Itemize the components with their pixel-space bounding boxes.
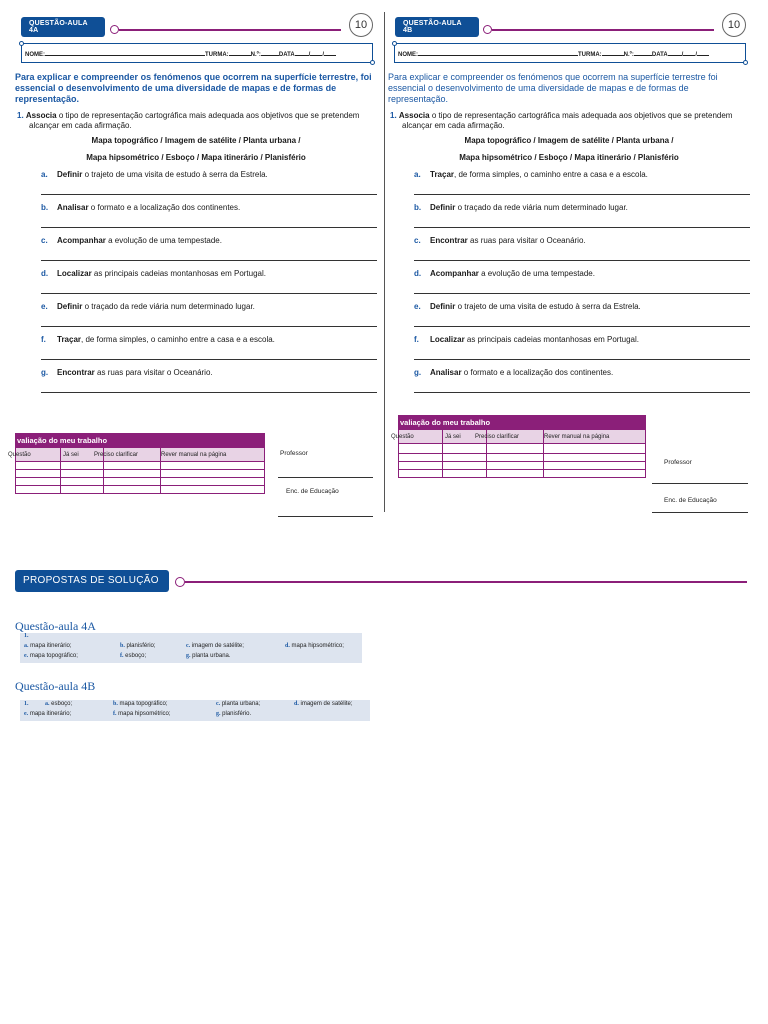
solution-a-cell bbox=[24, 653, 78, 659]
header-ring-icon bbox=[110, 25, 119, 34]
date-label: DATA bbox=[278, 52, 295, 58]
evaluation-row bbox=[16, 486, 265, 494]
col-question-label: Questão bbox=[8, 451, 31, 458]
corner-dot-icon bbox=[392, 41, 397, 46]
item-rest: as principais cadeias montanhosas em Portugal. bbox=[464, 335, 640, 344]
solution-b-number: 1. bbox=[24, 701, 29, 707]
class-field[interactable] bbox=[229, 50, 251, 56]
answer-line[interactable] bbox=[414, 392, 750, 393]
cell[interactable] bbox=[443, 462, 487, 470]
solution-b-cell bbox=[216, 711, 251, 717]
solution-a-cell bbox=[120, 643, 156, 649]
answer-line[interactable] bbox=[414, 359, 750, 360]
answer-item bbox=[15, 269, 377, 302]
answer-line[interactable] bbox=[41, 359, 377, 360]
cell-key: b. bbox=[120, 643, 125, 649]
cell[interactable] bbox=[544, 454, 646, 462]
item-text bbox=[57, 170, 268, 180]
cell-value: planisfério. bbox=[222, 711, 252, 717]
header-rule bbox=[492, 29, 714, 31]
col-review: Rever manual na página bbox=[544, 430, 646, 444]
item-text bbox=[430, 335, 639, 345]
answer-item bbox=[15, 335, 377, 368]
item-letter: e. bbox=[41, 302, 48, 311]
item-letter: d. bbox=[414, 269, 422, 278]
cell[interactable] bbox=[104, 470, 161, 478]
cell[interactable] bbox=[443, 444, 487, 454]
cell-key: g. bbox=[216, 711, 221, 717]
professor-label: Professor bbox=[280, 450, 308, 457]
date-sep: / bbox=[695, 52, 697, 58]
cell-key: e. bbox=[24, 653, 29, 659]
cell-key: d. bbox=[294, 701, 299, 707]
cell-key: b. bbox=[113, 701, 118, 707]
cell[interactable] bbox=[443, 470, 487, 478]
item-letter: a. bbox=[414, 170, 421, 179]
date-field[interactable] bbox=[324, 50, 336, 56]
evaluation-header-row bbox=[16, 448, 265, 462]
cell[interactable] bbox=[61, 478, 104, 486]
answer-line[interactable] bbox=[41, 194, 377, 195]
cell[interactable] bbox=[544, 444, 646, 454]
question-statement bbox=[388, 111, 750, 131]
item-letter: d. bbox=[41, 269, 49, 278]
corner-dot-icon bbox=[370, 60, 375, 65]
item-verb: Definir bbox=[430, 203, 456, 212]
item-rest: o trajeto de uma visita de estudo à serra da Estrela. bbox=[455, 302, 641, 311]
col-clarify-label: Preciso clarificar bbox=[94, 451, 139, 458]
answer-line[interactable] bbox=[41, 227, 377, 228]
solutions-badge: PROPOSTAS DE SOLUÇÃO bbox=[15, 570, 169, 592]
cell-key: e. bbox=[24, 711, 29, 717]
item-letter: b. bbox=[41, 203, 49, 212]
item-text bbox=[57, 203, 240, 213]
cell[interactable] bbox=[16, 486, 61, 494]
item-letter: b. bbox=[414, 203, 422, 212]
professor-signature-line[interactable] bbox=[278, 477, 373, 478]
cell[interactable] bbox=[399, 470, 443, 478]
answer-line[interactable] bbox=[414, 227, 750, 228]
item-verb: Analisar bbox=[57, 203, 89, 212]
cell[interactable] bbox=[104, 486, 161, 494]
evaluation-title: valiação do meu trabalho bbox=[15, 433, 265, 447]
date-field[interactable] bbox=[310, 50, 322, 56]
item-rest: o traçado da rede viária num determinado lugar. bbox=[455, 203, 628, 212]
worksheet-badge: QUESTÃO-AULA 4B bbox=[395, 17, 479, 37]
cell[interactable] bbox=[104, 478, 161, 486]
item-letter: a. bbox=[41, 170, 48, 179]
answer-item bbox=[15, 236, 377, 269]
cell[interactable] bbox=[161, 486, 265, 494]
item-letter: g. bbox=[41, 368, 49, 377]
evaluation-header-row bbox=[399, 430, 646, 444]
item-verb: Traçar bbox=[57, 335, 82, 344]
item-verb: Encontrar bbox=[57, 368, 95, 377]
solution-b-cell bbox=[24, 711, 71, 717]
item-verb: Localizar bbox=[57, 269, 92, 278]
class-field[interactable] bbox=[602, 50, 624, 56]
solution-a-number: 1. bbox=[24, 633, 29, 639]
item-verb: Localizar bbox=[430, 335, 465, 344]
corner-dot-icon bbox=[19, 41, 24, 46]
cell[interactable] bbox=[16, 462, 61, 470]
cell-key: d. bbox=[285, 643, 290, 649]
name-label: NOME: bbox=[398, 52, 418, 58]
item-rest: a evolução de uma tempestade. bbox=[105, 236, 222, 245]
solution-b-cell bbox=[45, 701, 72, 707]
cell[interactable] bbox=[161, 470, 265, 478]
guardian-signature-line[interactable] bbox=[278, 516, 373, 517]
question-verb: Associa bbox=[25, 111, 57, 120]
solutions-ring-icon bbox=[175, 577, 185, 587]
cell-value: esboço; bbox=[125, 653, 147, 659]
cell-value: mapa topográfico; bbox=[29, 653, 78, 659]
answer-line[interactable] bbox=[414, 194, 750, 195]
worksheet-header bbox=[388, 10, 750, 40]
solution-b-box bbox=[20, 700, 370, 721]
date-field[interactable] bbox=[668, 50, 682, 56]
guardian-signature-line[interactable] bbox=[652, 512, 748, 513]
item-rest: a evolução de uma tempestade. bbox=[478, 269, 595, 278]
cell[interactable] bbox=[544, 462, 646, 470]
answer-item bbox=[388, 302, 750, 335]
cell[interactable] bbox=[487, 454, 544, 462]
item-rest: as ruas para visitar o Oceanário. bbox=[467, 236, 586, 245]
date-sep: / bbox=[322, 52, 324, 58]
worksheet-header bbox=[15, 10, 377, 40]
solution-a-cell bbox=[285, 643, 344, 649]
cell-value: mapa itinerário; bbox=[29, 711, 72, 717]
cell[interactable] bbox=[487, 444, 544, 454]
date-sep: / bbox=[681, 52, 684, 58]
solution-b-cell bbox=[216, 701, 260, 707]
cell[interactable] bbox=[61, 470, 104, 478]
cell[interactable] bbox=[61, 462, 104, 470]
answer-items bbox=[388, 170, 750, 401]
worksheet-4a bbox=[15, 10, 377, 401]
item-text bbox=[430, 170, 648, 180]
item-verb: Acompanhar bbox=[57, 236, 106, 245]
evaluation-title: valiação do meu trabalho bbox=[398, 415, 646, 429]
number-label: N.º: bbox=[250, 52, 261, 58]
options-line: Mapa hipsométrico / Esboço / Mapa itinerário / Planisfério bbox=[86, 153, 306, 162]
item-text bbox=[430, 203, 628, 213]
item-text bbox=[430, 368, 613, 378]
answer-item bbox=[388, 203, 750, 236]
date-field[interactable] bbox=[697, 50, 709, 56]
question-verb: Associa bbox=[398, 111, 430, 120]
item-verb: Traçar bbox=[430, 170, 455, 179]
item-letter: c. bbox=[41, 236, 48, 245]
cell[interactable] bbox=[487, 462, 544, 470]
cell-key: f. bbox=[120, 653, 124, 659]
solution-a-box bbox=[20, 633, 362, 663]
item-rest: , de forma simples, o caminho entre a casa e a escola. bbox=[81, 335, 275, 344]
grade-number-badge: 10 bbox=[349, 13, 373, 37]
answer-item bbox=[388, 269, 750, 302]
grade-number-badge: 10 bbox=[722, 13, 746, 37]
item-verb: Definir bbox=[57, 302, 83, 311]
answer-line[interactable] bbox=[41, 260, 377, 261]
header-ring-icon bbox=[483, 25, 492, 34]
header-rule bbox=[119, 29, 341, 31]
self-evaluation-table-a bbox=[8, 433, 265, 494]
options-list bbox=[388, 136, 750, 163]
options-line: Mapa hipsométrico / Esboço / Mapa itinerário / Planisfério bbox=[459, 153, 679, 162]
options-line: Mapa topográfico / Imagem de satélite / Planta urbana / bbox=[464, 136, 674, 145]
cell-value: imagem de satélite; bbox=[300, 701, 353, 707]
professor-signature-line[interactable] bbox=[652, 483, 748, 484]
item-verb: Acompanhar bbox=[430, 269, 479, 278]
class-label: TURMA: bbox=[205, 52, 229, 58]
evaluation-row bbox=[399, 470, 646, 478]
item-text bbox=[57, 302, 255, 312]
cell[interactable] bbox=[161, 462, 265, 470]
solutions-rule bbox=[185, 581, 747, 583]
answer-item bbox=[388, 368, 750, 401]
evaluation-row bbox=[16, 470, 265, 478]
cell[interactable] bbox=[399, 444, 443, 454]
item-letter: f. bbox=[41, 335, 46, 344]
item-rest: as principais cadeias montanhosas em Portugal. bbox=[91, 269, 267, 278]
answer-line[interactable] bbox=[414, 293, 750, 294]
cell-key: a. bbox=[24, 643, 29, 649]
cell-value: planisfério; bbox=[126, 643, 156, 649]
solution-a-cell bbox=[186, 643, 244, 649]
col-question bbox=[391, 430, 443, 444]
cell[interactable] bbox=[487, 470, 544, 478]
cell[interactable] bbox=[443, 454, 487, 462]
cell[interactable] bbox=[61, 486, 104, 494]
solution-a-cell bbox=[24, 643, 72, 649]
date-field[interactable] bbox=[295, 50, 309, 56]
cell[interactable] bbox=[544, 470, 646, 478]
answer-line[interactable] bbox=[41, 293, 377, 294]
name-field[interactable] bbox=[418, 50, 578, 56]
evaluation-row bbox=[399, 454, 646, 462]
item-rest: o formato e a localização dos continentes. bbox=[461, 368, 614, 377]
answer-item bbox=[388, 236, 750, 269]
student-info-row bbox=[398, 50, 709, 58]
col-clarify bbox=[94, 448, 161, 462]
item-text bbox=[430, 302, 641, 312]
cell[interactable] bbox=[104, 462, 161, 470]
solution-b-title: Questão-aula 4B bbox=[15, 679, 96, 693]
cell-value: mapa topográfico; bbox=[119, 701, 168, 707]
col-question-label: Questão bbox=[391, 433, 414, 440]
question-number: 1. bbox=[390, 111, 397, 120]
item-rest: as ruas para visitar o Oceanário. bbox=[94, 368, 213, 377]
cell-value: mapa itinerário; bbox=[30, 643, 72, 649]
question-number: 1. bbox=[17, 111, 24, 120]
item-rest: o formato e a localização dos continentes. bbox=[88, 203, 241, 212]
intro-text: Para explicar e compreender os fenómenos que ocorrem na superfície terrestre, foi essencial o desenvolvimento de uma diversidade de mapas e de formas de representação. bbox=[15, 72, 372, 104]
evaluation-row bbox=[16, 478, 265, 486]
cell-key: g. bbox=[186, 653, 191, 659]
cell-value: mapa hipsométrico; bbox=[291, 643, 344, 649]
number-label: N.º: bbox=[623, 52, 634, 58]
col-clarify-label: Preciso clarificar bbox=[475, 433, 520, 440]
answer-item bbox=[15, 302, 377, 335]
cell-key: c. bbox=[186, 643, 191, 649]
solution-a-title: Questão-aula 4A bbox=[15, 619, 96, 633]
item-letter: c. bbox=[414, 236, 421, 245]
item-verb: Encontrar bbox=[430, 236, 468, 245]
cell-key: a. bbox=[45, 701, 50, 707]
item-verb: Definir bbox=[430, 302, 456, 311]
evaluation-row bbox=[399, 444, 646, 454]
options-list bbox=[15, 136, 377, 163]
number-field[interactable] bbox=[634, 50, 652, 56]
solution-b-cell bbox=[113, 711, 171, 717]
worksheet-badge: QUESTÃO-AULA 4A bbox=[21, 17, 105, 37]
cell-value: mapa hipsométrico; bbox=[118, 711, 171, 717]
item-text bbox=[430, 269, 595, 279]
evaluation-grid bbox=[8, 447, 265, 494]
date-field[interactable] bbox=[683, 50, 695, 56]
col-review: Rever manual na página bbox=[161, 448, 265, 462]
answer-item bbox=[388, 335, 750, 368]
cell-key: f. bbox=[113, 711, 117, 717]
answer-item bbox=[388, 170, 750, 203]
cell[interactable] bbox=[399, 462, 443, 470]
answer-line[interactable] bbox=[414, 326, 750, 327]
solution-b-cell bbox=[113, 701, 168, 707]
item-text bbox=[57, 368, 213, 378]
item-letter: e. bbox=[414, 302, 421, 311]
corner-dot-icon bbox=[743, 60, 748, 65]
item-rest: o trajeto de uma visita de estudo à serra da Estrela. bbox=[82, 170, 268, 179]
col-know: Já sei bbox=[61, 448, 104, 462]
answer-items bbox=[15, 170, 377, 401]
item-text bbox=[57, 236, 222, 246]
worksheet-4b bbox=[388, 10, 750, 401]
col-know: Já sei bbox=[443, 430, 487, 444]
cell[interactable] bbox=[16, 478, 61, 486]
guardian-label: Enc. de Educação bbox=[286, 488, 339, 495]
student-info-box bbox=[394, 43, 746, 63]
answer-line[interactable] bbox=[41, 326, 377, 327]
date-label: DATA bbox=[651, 52, 668, 58]
cell-key: c. bbox=[216, 701, 221, 707]
question-text: o tipo de representação cartográfica mais adequada aos objetivos que se pretendem alcançar em cada afirmação. bbox=[402, 111, 733, 130]
date-sep: / bbox=[308, 52, 311, 58]
column-divider bbox=[384, 12, 385, 512]
item-text bbox=[430, 236, 586, 246]
name-field[interactable] bbox=[45, 50, 205, 56]
evaluation-row bbox=[399, 462, 646, 470]
student-info-box bbox=[21, 43, 373, 63]
cell-value: esboço; bbox=[51, 701, 73, 707]
col-question bbox=[8, 448, 61, 462]
item-verb: Definir bbox=[57, 170, 83, 179]
answer-line[interactable] bbox=[414, 260, 750, 261]
cell-value: planta urbana; bbox=[221, 701, 261, 707]
class-label: TURMA: bbox=[578, 52, 602, 58]
answer-item bbox=[15, 203, 377, 236]
answer-item bbox=[15, 368, 377, 401]
cell-value: imagem de satélite; bbox=[191, 643, 244, 649]
cell[interactable] bbox=[399, 454, 443, 462]
evaluation-grid bbox=[391, 429, 646, 478]
answer-item bbox=[15, 170, 377, 203]
name-label: NOME: bbox=[25, 52, 45, 58]
cell[interactable] bbox=[161, 478, 265, 486]
solution-a-cell bbox=[120, 653, 146, 659]
student-info-row bbox=[25, 50, 336, 58]
item-verb: Analisar bbox=[430, 368, 462, 377]
question-text: o tipo de representação cartográfica mais adequada aos objetivos que se pretendem alcançar em cada afirmação. bbox=[29, 111, 360, 130]
answer-line[interactable] bbox=[41, 392, 377, 393]
self-evaluation-table-b bbox=[391, 415, 646, 478]
cell[interactable] bbox=[16, 470, 61, 478]
item-letter: f. bbox=[414, 335, 419, 344]
item-rest: , de forma simples, o caminho entre a casa e a escola. bbox=[454, 170, 648, 179]
intro-text: Para explicar e compreender os fenómenos que ocorrem na superfície terrestre foi essencial o desenvolvimento de uma diversidade de mapas e de formas de representação. bbox=[388, 72, 718, 104]
item-text bbox=[57, 335, 275, 345]
number-field[interactable] bbox=[261, 50, 279, 56]
item-letter: g. bbox=[414, 368, 422, 377]
cell-value: planta urbana. bbox=[192, 653, 231, 659]
professor-label: Professor bbox=[664, 459, 692, 466]
solution-b-cell bbox=[294, 701, 353, 707]
guardian-label: Enc. de Educação bbox=[664, 497, 717, 504]
solution-a-cell bbox=[186, 653, 231, 659]
evaluation-row bbox=[16, 462, 265, 470]
col-clarify bbox=[475, 430, 544, 444]
question-statement bbox=[15, 111, 377, 131]
item-text bbox=[57, 269, 266, 279]
options-line: Mapa topográfico / Imagem de satélite / Planta urbana / bbox=[91, 136, 301, 145]
item-rest: o traçado da rede viária num determinado lugar. bbox=[82, 302, 255, 311]
